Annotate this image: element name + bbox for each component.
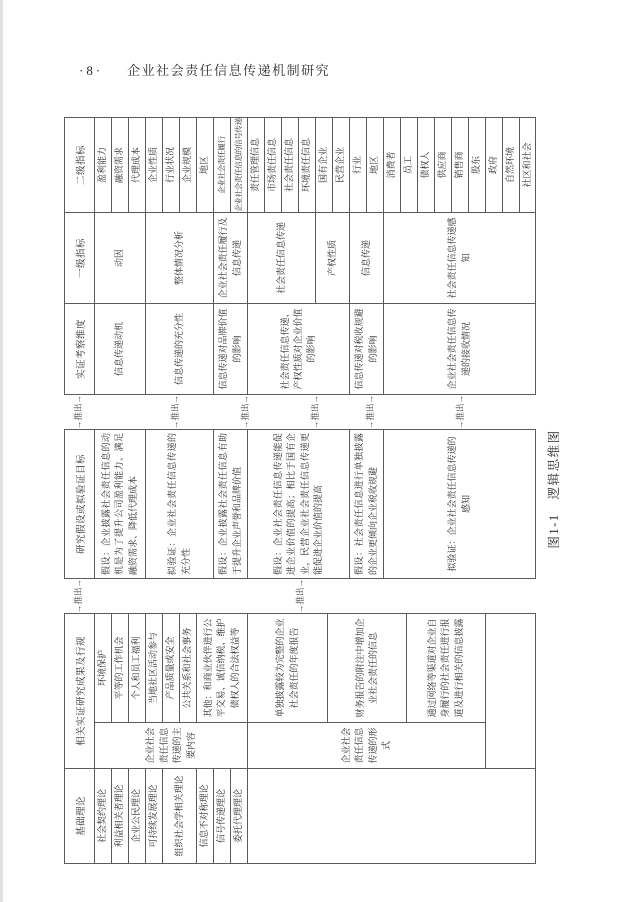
dimension-item: 信息传递动机 [95,304,146,394]
book-title: 企业社会责任信息传递机制研究 [127,63,331,78]
derive-arrow: →推出→ [365,395,375,430]
level2-item: 企业性质 [146,118,163,212]
page-number: ·8· [79,63,104,78]
evidence-form-item: 财务报告的附注中增加企业社会责任的信息 [328,614,407,722]
evidence-form-items [248,614,485,722]
level1-item: 产权性质 [316,213,350,303]
level2-item: 市场责任信息 [265,118,282,212]
level1-item: 信息传递 [350,213,384,303]
hypothesis-column [64,429,536,579]
evidence-column [64,613,536,769]
level2-item: 供应商 [435,118,452,212]
derive-arrow: →推出→ [73,579,83,614]
hypothesis-item: 假设：企业披露社会责任信息的动机是为了提升公司盈利能力、满足融资需求、降低代理成本 [95,430,146,578]
evidence-content-item: 产品质量或安全 [163,614,180,722]
evidence-content-item: 当地社区活动参与 [146,614,163,722]
level2-item: 企业社会责任信息的信号传递 [231,118,248,212]
hypothesis-item: 假设：社会责任信息进行单独披露的企业更倾向企业税收规避 [350,430,384,578]
theory-column-header: 基础理论 [65,769,95,863]
hypothesis-item: 拟验证：企业社会责任信息传递的充分性 [146,430,214,578]
level2-item: 责任管理信息 [248,118,265,212]
level1-item: 社会责任信息传递 [248,213,316,303]
level2-item: 行业 [350,118,367,212]
derive-arrow: →推出→ [170,395,180,430]
figure-caption: 图1-1 逻辑思维图 [546,429,561,549]
level1-column-header: 一级指标 [65,213,95,303]
theory-item: 社会契约理论 [95,769,112,863]
evidence-content-label: 企业社会责任信息传递的主要内容 [95,722,247,768]
dimension-item: 社会责任信息传递、产权性质对企业价值的影响 [248,304,350,394]
evidence-content-item: 平等的工作机会 [112,614,129,722]
theory-item: 信息不对称理论 [197,769,214,863]
empty-area [486,614,535,768]
evidence-content-item: 公共关系和社会事务 [180,614,197,722]
theory-item: 信号传递理论 [214,769,231,863]
level2-item: 代理成本 [129,118,146,212]
dimension-item: 信息传递的充分性 [146,304,214,394]
diagram-rotated-container [64,114,572,866]
level1-item: 企业社会责任履行及信息传递 [214,213,248,303]
hypothesis-item: 假设：企业社会责任信息传递能促进企业价值的提高；相比于国有企业，民营企业社会责任信息传递更能促进企业价值的提高 [248,430,350,578]
level1-item: 整体情况分析 [146,213,214,303]
arrow-gutter-1 [64,579,536,613]
evidence-form-item: 通过网络等渠道对企业自身履行的社会责任进行报道及进行相关的信息披露 [427,618,464,718]
level2-item: 民营企业 [333,118,350,212]
level2-item: 地区 [197,118,214,212]
derive-arrow: →推出→ [240,395,250,430]
evidence-content-group [95,614,248,768]
evidence-content-items [95,614,247,722]
level2-item: 企业社会责任履行 [214,118,231,212]
level2-item: 行业状况 [163,118,180,212]
dimension-column-header: 实证考察维度 [65,304,95,394]
empty-area [248,769,535,863]
dimension-item: 信息传递对税收规避的影响 [350,304,384,394]
level2-item: 融资需求 [112,118,129,212]
theory-item: 可持续发展理论 [146,769,163,863]
evidence-content-item: 环境保护 [95,614,112,722]
level2-item: 销售商 [452,118,469,212]
scan-edge-artifact [0,0,3,902]
theory-item: 组织社会学相关理论 [163,769,197,863]
level2-item: 环境责任信息 [299,118,316,212]
level2-item: 盈利能力 [95,118,112,212]
level2-item: 国有企业 [316,118,333,212]
level2-item: 股东 [469,118,486,212]
diagram-columns [64,114,536,864]
level1-column [64,212,536,304]
level2-item: 债权人 [418,118,435,212]
level2-item: 社区和社会 [522,142,532,188]
dimension-column [64,303,536,395]
evidence-column-header: 相关实证研究成果及行规 [65,614,95,768]
level1-item: 社会责任信息传递感知 [447,217,471,299]
hypothesis-item: 拟验证：企业社会责任信息传递的感知 [447,436,471,572]
evidence-content-item: 个人和员工福利 [129,614,146,722]
level2-item: 社会责任信息 [282,118,299,212]
level2-item: 消费者 [384,118,401,212]
level2-column [64,117,536,213]
level2-item: 员工 [401,118,418,212]
dimension-item: 企业社会责任信息传递的接收情况 [447,308,471,390]
theory-item: 企业公民理论 [129,769,146,863]
level1-item: 动因 [95,213,146,303]
level2-item: 政府 [486,118,503,212]
page-header [79,60,330,79]
arrow-gutter-2 [64,395,536,429]
theory-item: 委托代理理论 [231,769,248,863]
evidence-content-item: 其他：和商业伙伴进行公平交易、诚信纳税、维护债权人的合法权益等 [203,618,240,718]
derive-arrow: →推出→ [310,395,320,430]
level2-item: 地区 [367,118,384,212]
derive-arrow: →推出→ [455,395,465,430]
level2-column-header: 二级指标 [65,118,95,212]
evidence-form-item: 单独披露较为完整的企业社会责任的年度报告 [248,614,328,722]
level2-item: 企业规模 [180,118,197,212]
level2-item: 自然环境 [503,118,520,212]
logic-diagram [64,114,569,864]
theory-column [64,768,536,864]
hypothesis-item: 假设：企业披露社会责任信息有助于提升企业声誉和品牌价值 [214,430,248,578]
evidence-form-label: 企业社会责任信息传递的形式 [248,722,485,768]
derive-arrow: →推出→ [73,395,83,430]
dimension-item: 信息传递对品牌价值的影响 [214,304,248,394]
derive-arrow: →推出→ [295,579,305,614]
hypothesis-column-header: 研究假设或拟验证目标 [65,430,95,578]
evidence-form-group [248,614,486,768]
theory-item: 利益相关者理论 [112,769,129,863]
